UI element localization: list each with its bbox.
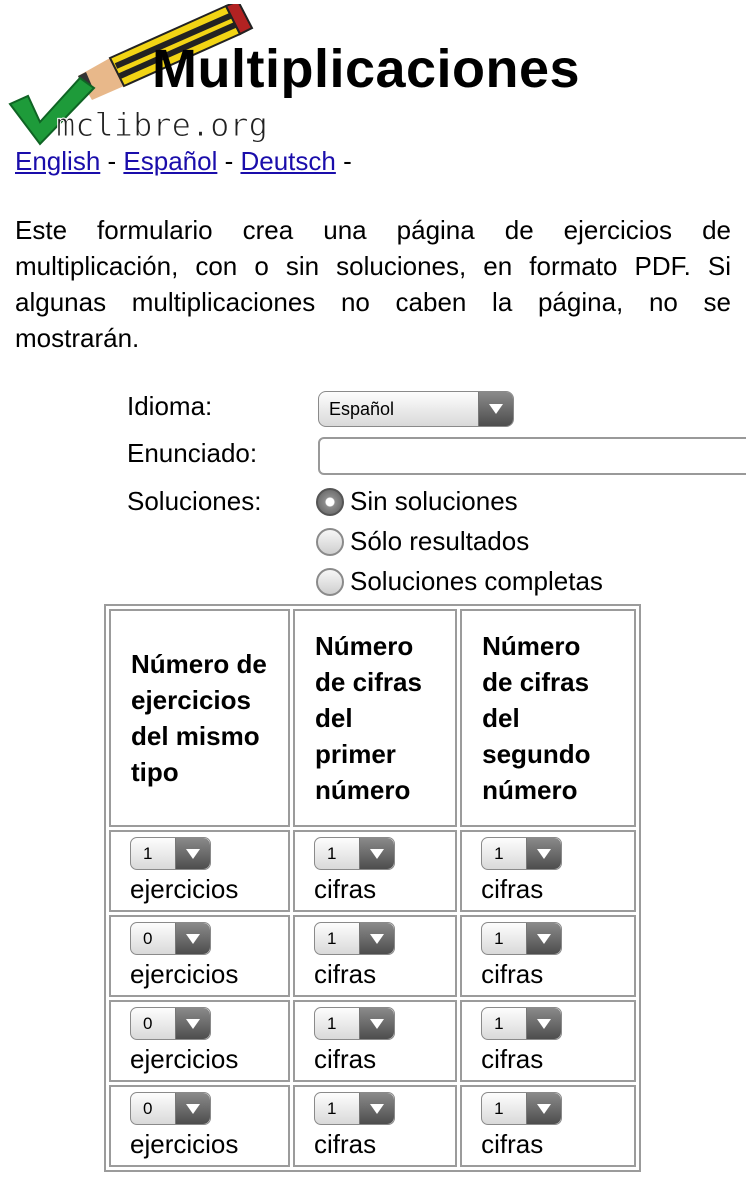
chevron-down-icon	[526, 1008, 561, 1039]
count-select[interactable]	[481, 1092, 562, 1125]
table-row	[109, 1000, 636, 1082]
count-select-value: 1	[143, 843, 153, 863]
count-select-value: 1	[327, 1098, 337, 1118]
lang-separator: -	[100, 146, 124, 176]
col-header-cifras-segundo: Número de cifras del segundo número	[460, 609, 636, 827]
enunciado-label: Enunciado:	[127, 438, 258, 468]
count-select[interactable]	[130, 1007, 211, 1040]
logo-text: mclibre.org	[56, 106, 268, 144]
table-cell-cifras-segundo	[460, 1085, 636, 1167]
idioma-select-value: Español	[329, 398, 395, 419]
language-links	[15, 146, 352, 177]
table-header-row	[109, 609, 636, 827]
table-cell-cifras-segundo	[460, 830, 636, 912]
chevron-down-icon	[526, 1093, 561, 1124]
table-row	[109, 830, 636, 912]
lang-separator: -	[335, 146, 352, 176]
radio-soluciones-completas[interactable]	[316, 566, 603, 597]
count-select[interactable]	[314, 1007, 395, 1040]
chevron-down-icon	[526, 923, 561, 954]
chevron-down-icon	[359, 923, 394, 954]
table-cell-cifras-primer	[293, 915, 457, 997]
count-select-value: 1	[494, 928, 504, 948]
count-select[interactable]	[130, 922, 211, 955]
count-select[interactable]	[481, 922, 562, 955]
soluciones-label: Soluciones:	[127, 486, 262, 516]
unit-label: cifras	[314, 1044, 377, 1074]
unit-label: cifras	[481, 1129, 544, 1159]
lang-link-english[interactable]: English	[15, 146, 101, 176]
radio-button-checked[interactable]	[316, 488, 344, 516]
count-select-value: 0	[143, 1013, 153, 1033]
exercise-table	[104, 604, 641, 1172]
intro-text: Este formulario crea una página de ejercicios de multiplicación, con o sin soluciones, en formato PDF. Si algunas multiplicaciones no caben la página, no se mostrarán.	[15, 215, 731, 353]
chevron-down-icon	[359, 838, 394, 869]
radio-sin-soluciones[interactable]	[316, 486, 518, 517]
chevron-down-icon	[526, 838, 561, 869]
radio-solo-resultados[interactable]	[316, 526, 529, 557]
count-select-value: 1	[327, 843, 337, 863]
idioma-select[interactable]	[318, 391, 514, 427]
count-select[interactable]	[130, 1092, 211, 1125]
radio-label: Sin soluciones	[350, 486, 518, 516]
unit-label: ejercicios	[130, 1129, 239, 1159]
chevron-down-icon	[175, 923, 210, 954]
table-row	[109, 1085, 636, 1167]
table-cell-ejercicios	[109, 915, 290, 997]
chevron-down-icon	[175, 1093, 210, 1124]
radio-label: Soluciones completas	[350, 566, 603, 596]
lang-link-deutsch[interactable]: Deutsch	[240, 146, 336, 176]
count-select-value: 0	[143, 928, 153, 948]
idioma-label: Idioma:	[127, 391, 213, 421]
table-cell-cifras-segundo	[460, 1000, 636, 1082]
count-select[interactable]	[314, 837, 395, 870]
count-select-value: 1	[494, 1098, 504, 1118]
enunciado-input[interactable]	[318, 437, 746, 475]
unit-label: ejercicios	[130, 959, 239, 989]
table-cell-cifras-primer	[293, 1000, 457, 1082]
count-select-value: 1	[494, 1013, 504, 1033]
count-select-value: 1	[494, 843, 504, 863]
chevron-down-icon	[175, 1008, 210, 1039]
unit-label: cifras	[481, 959, 544, 989]
radio-button[interactable]	[316, 528, 344, 556]
col-header-ejercicios: Número de ejercicios del mismo tipo	[109, 609, 290, 827]
unit-label: cifras	[481, 1044, 544, 1074]
page-title: Multiplicaciones	[152, 39, 581, 99]
unit-label: cifras	[314, 874, 377, 904]
unit-label: cifras	[481, 874, 544, 904]
count-select-value: 0	[143, 1098, 153, 1118]
count-select[interactable]	[481, 837, 562, 870]
count-select[interactable]	[314, 1092, 395, 1125]
lang-link-espanol[interactable]: Español	[123, 146, 218, 176]
table-cell-cifras-primer	[293, 1085, 457, 1167]
table-cell-cifras-primer	[293, 830, 457, 912]
table-cell-ejercicios	[109, 1085, 290, 1167]
radio-button[interactable]	[316, 568, 344, 596]
chevron-down-icon	[359, 1008, 394, 1039]
lang-separator: -	[217, 146, 241, 176]
count-select[interactable]	[130, 837, 211, 870]
table-cell-cifras-segundo	[460, 915, 636, 997]
col-header-cifras-primer: Número de cifras del primer número	[293, 609, 457, 827]
radio-label: Sólo resultados	[350, 526, 530, 556]
chevron-down-icon	[359, 1093, 394, 1124]
chevron-down-icon	[175, 838, 210, 869]
unit-label: ejercicios	[130, 1044, 239, 1074]
table-row	[109, 915, 636, 997]
count-select-value: 1	[327, 1013, 337, 1033]
count-select[interactable]	[314, 922, 395, 955]
unit-label: cifras	[314, 959, 377, 989]
count-select-value: 1	[327, 928, 337, 948]
table-cell-ejercicios	[109, 830, 290, 912]
unit-label: ejercicios	[130, 874, 239, 904]
chevron-down-icon	[478, 392, 513, 426]
table-cell-ejercicios	[109, 1000, 290, 1082]
count-select[interactable]	[481, 1007, 562, 1040]
unit-label: cifras	[314, 1129, 377, 1159]
